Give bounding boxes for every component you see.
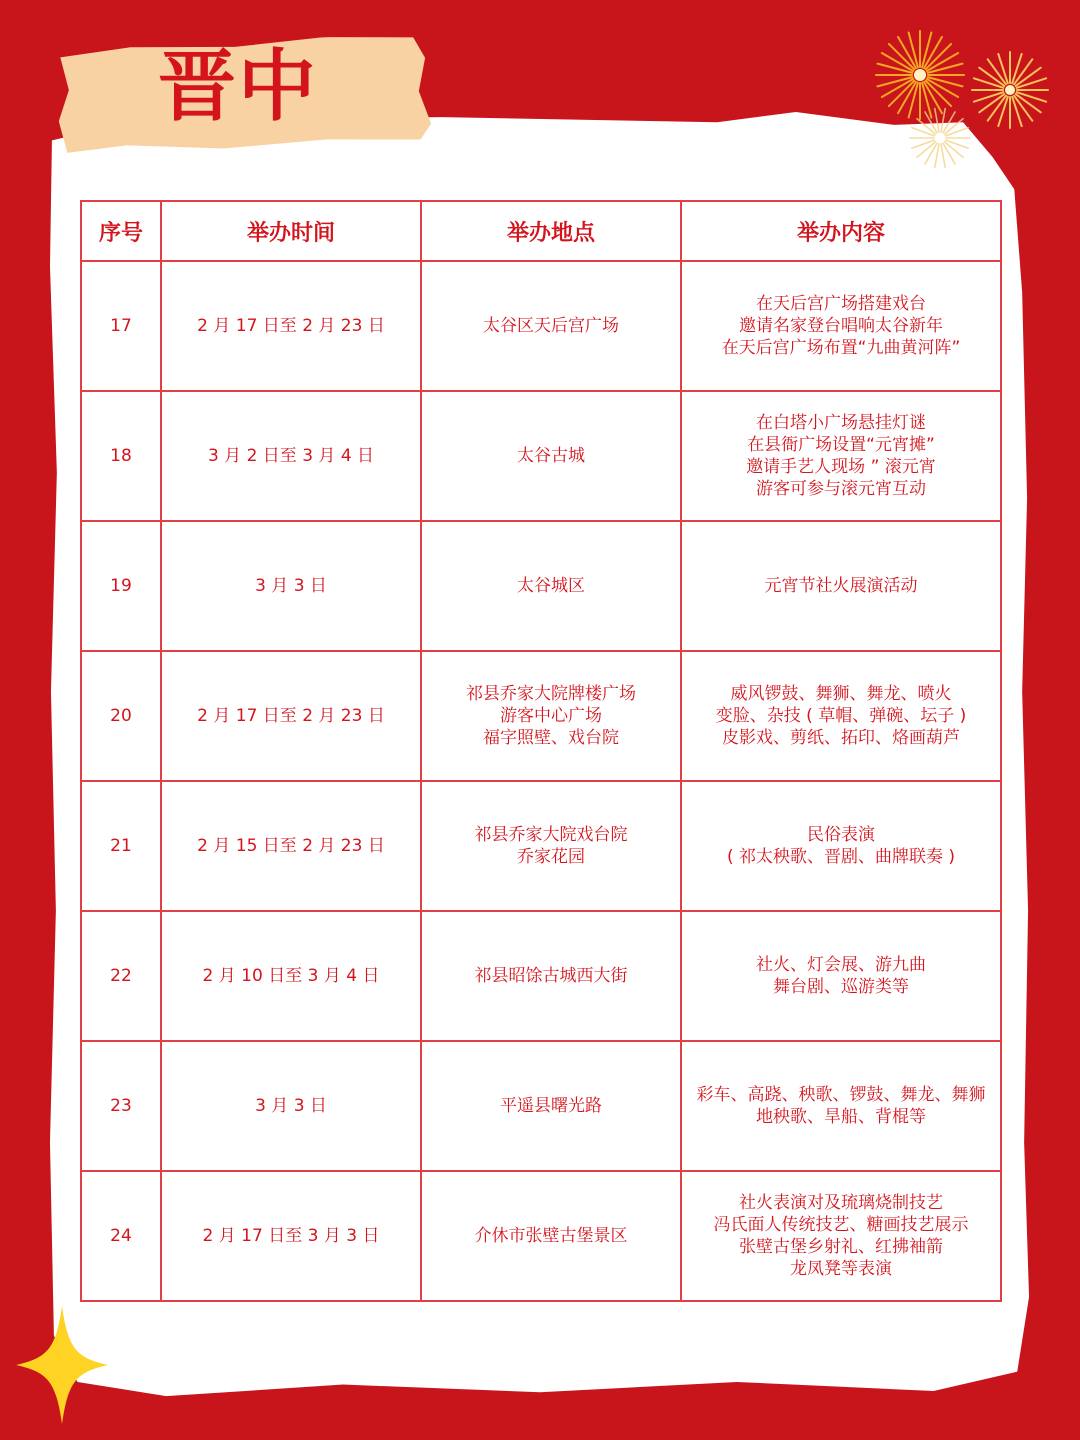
content-line: 在白塔小广场悬挂灯谜	[756, 412, 926, 433]
content-line: 在天后宫广场布置“九曲黄河阵”	[721, 338, 961, 359]
content-line: 地秧歌、旱船、背棍等	[756, 1107, 926, 1127]
cell-no: 22	[81, 911, 161, 1041]
cell-place	[421, 1041, 681, 1171]
content-line: 邀请名家登台唱响太谷新年	[739, 315, 943, 336]
cell-no: 20	[81, 651, 161, 781]
content-line: 民俗表演	[807, 824, 875, 845]
cell-content	[681, 1171, 1001, 1301]
cell-time: 2 月 15 日至 2 月 23 日	[161, 781, 421, 911]
cell-time: 3 月 2 日至 3 月 4 日	[161, 391, 421, 521]
cell-place	[421, 391, 681, 521]
cell-content	[681, 261, 1001, 391]
cell-no: 24	[81, 1171, 161, 1301]
content-line: 社火、灯会展、游九曲	[756, 954, 926, 975]
content-line: 冯氏面人传统技艺、糖画技艺展示	[713, 1214, 969, 1235]
cell-time: 2 月 17 日至 3 月 3 日	[161, 1171, 421, 1301]
cell-content	[681, 1041, 1001, 1171]
content-line: 在天后宫广场搭建戏台	[756, 293, 926, 314]
table-header-row	[81, 201, 1001, 261]
content-line: 邀请手艺人现场 ” 滚元宵	[746, 457, 936, 477]
cell-time: 2 月 17 日至 2 月 23 日	[161, 651, 421, 781]
cell-no: 17	[81, 261, 161, 391]
content-line: 彩车、高跷、秧歌、锣鼓、舞龙、舞狮	[696, 1084, 986, 1105]
sparkle-star-decoration	[16, 1306, 108, 1424]
header-content: 举办内容	[681, 201, 1001, 261]
cell-place	[421, 911, 681, 1041]
cell-time: 2 月 17 日至 2 月 23 日	[161, 261, 421, 391]
cell-time: 2 月 10 日至 3 月 4 日	[161, 911, 421, 1041]
place-line: 祁县乔家大院戏台院	[474, 824, 628, 845]
content-line: 张壁古堡乡射礼、红拂袖箭	[739, 1237, 943, 1257]
page-title: 晋中	[158, 42, 319, 132]
table-row	[81, 911, 1001, 1041]
cell-time: 3 月 3 日	[161, 521, 421, 651]
cell-place	[421, 651, 681, 781]
place-line: 游客中心广场	[500, 705, 602, 726]
content-line: 元宵节社火展演活动	[764, 575, 918, 596]
place-line: 祁县乔家大院牌楼广场	[466, 683, 636, 704]
content-line: 在县衙广场设置“元宵摊”	[747, 434, 935, 455]
content-line: 龙凤凳等表演	[790, 1259, 892, 1280]
table-row	[81, 261, 1001, 391]
header-place: 举办地点	[421, 201, 681, 261]
table-row	[81, 521, 1001, 651]
table-row	[81, 391, 1001, 521]
header-no: 序号	[81, 201, 161, 261]
cell-place	[421, 261, 681, 391]
content-line: 皮影戏、剪纸、拓印、烙画葫芦	[722, 728, 960, 749]
place-line: 太谷古城	[517, 445, 585, 466]
table-row	[81, 1171, 1001, 1301]
fireworks-decoration	[860, 20, 1070, 170]
content-line: 舞台剧、巡游类等	[773, 977, 909, 997]
cell-content	[681, 391, 1001, 521]
cell-no: 18	[81, 391, 161, 521]
place-line: 太谷城区	[517, 575, 585, 596]
table-row	[81, 651, 1001, 781]
place-line: 祁县昭馀古城西大街	[474, 965, 628, 986]
place-line: 福字照壁、戏台院	[483, 728, 619, 749]
cell-no: 21	[81, 781, 161, 911]
table-row	[81, 781, 1001, 911]
cell-place	[421, 1171, 681, 1301]
cell-content	[681, 781, 1001, 911]
table-row	[81, 1041, 1001, 1171]
cell-no: 19	[81, 521, 161, 651]
cell-no: 23	[81, 1041, 161, 1171]
content-line: 威风锣鼓、舞狮、舞龙、喷火	[730, 683, 952, 704]
content-line: 变脸、杂技 ( 草帽、弹碗、坛子 )	[715, 705, 967, 726]
cell-place	[421, 781, 681, 911]
header-time: 举办时间	[161, 201, 421, 261]
cell-time: 3 月 3 日	[161, 1041, 421, 1171]
content-line: 社火表演对及琉璃烧制技艺	[739, 1192, 943, 1213]
cell-content	[681, 651, 1001, 781]
place-line: 乔家花园	[517, 847, 585, 867]
content-line: ( 祁太秧歌、晋剧、曲牌联奏 )	[726, 847, 956, 867]
place-line: 太谷区天后宫广场	[483, 315, 619, 336]
place-line: 介休市张壁古堡景区	[474, 1225, 628, 1246]
event-schedule-table	[80, 200, 1002, 1302]
content-line: 游客可参与滚元宵互动	[756, 479, 926, 500]
cell-content	[681, 521, 1001, 651]
cell-content	[681, 911, 1001, 1041]
cell-place	[421, 521, 681, 651]
place-line: 平遥县曙光路	[500, 1095, 602, 1116]
